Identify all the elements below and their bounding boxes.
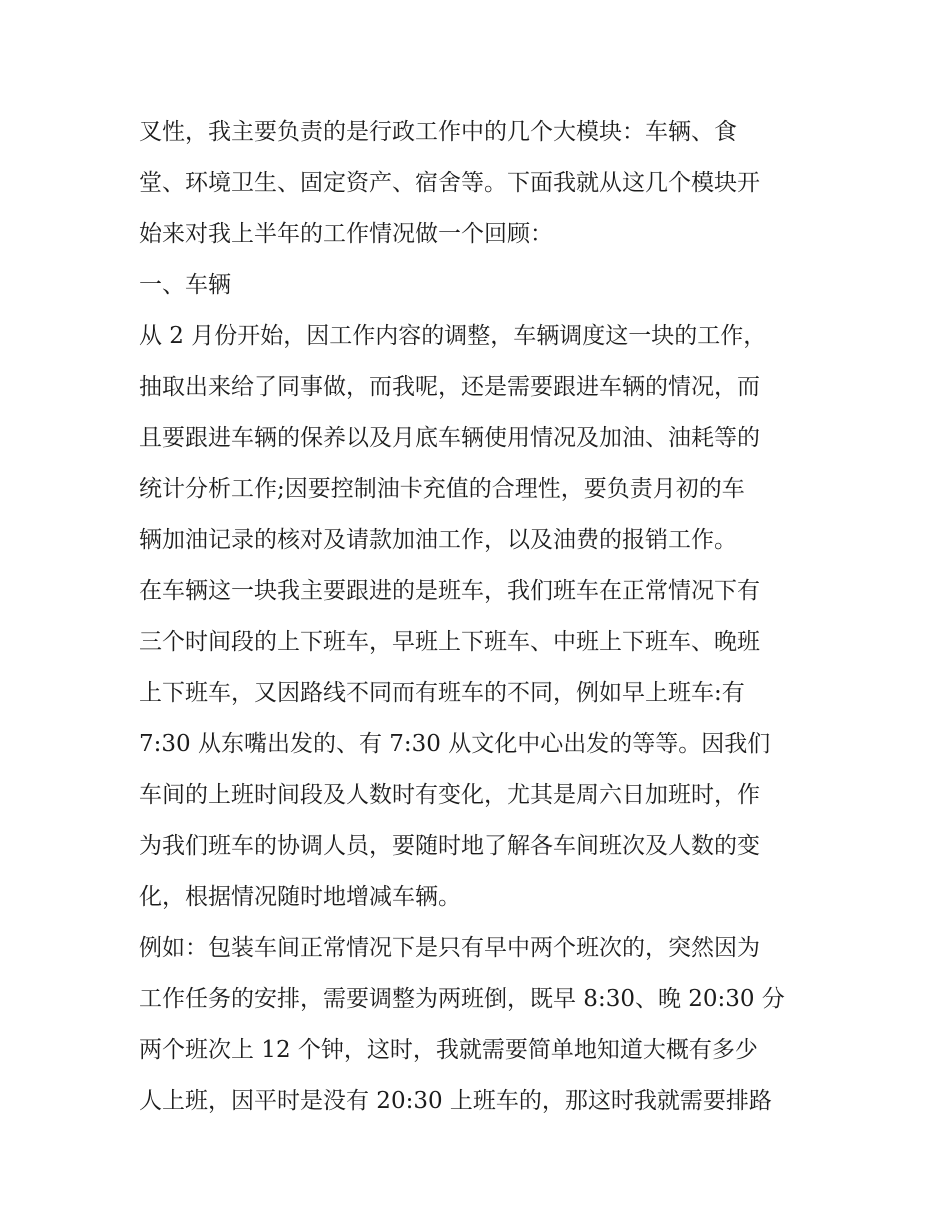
text-line: 三个时间段的上下班车，早班上下班车、中班上下班车、晚班: [139, 629, 760, 655]
text-line: 在车辆这一块我主要跟进的是班车，我们班车在正常情况下有: [139, 578, 760, 604]
text-line: 工作任务的安排，需要调整为两班倒，既早 8:30、晚 20:30 分: [139, 986, 785, 1012]
text-line: 7:30 从东嘴出发的、有 7:30 从文化中心出发的等等。因我们: [139, 731, 771, 757]
text-line: 上下班车，又因路线不同而有班车的不同，例如早上班车:有: [139, 680, 745, 706]
text-line: 例如：包装车间正常情况下是只有早中两个班次的，突然因为: [139, 935, 760, 961]
text-line: 从 2 月份开始，因工作内容的调整，车辆调度这一块的工作，: [139, 323, 767, 349]
section-heading: 一、车辆: [139, 272, 231, 298]
text-line: 两个班次上 12 个钟，这时，我就需要简单地知道大概有多少: [139, 1037, 758, 1063]
text-line: 辆加油记录的核对及请款加油工作，以及油费的报销工作。: [139, 527, 737, 553]
text-line: 叉性，我主要负责的是行政工作中的几个大模块：车辆、食: [139, 119, 737, 145]
text-line: 抽取出来给了同事做，而我呢，还是需要跟进车辆的情况，而: [139, 374, 760, 400]
text-line: 人上班，因平时是没有 20:30 上班车的，那这时我就需要排路: [139, 1088, 772, 1114]
document-body-text: [139, 107, 819, 1127]
text-line: 统计分析工作;因要控制油卡充值的合理性，要负责月初的车: [139, 476, 745, 502]
text-line: 堂、环境卫生、固定资产、宿舍等。下面我就从这几个模块开: [139, 170, 760, 196]
text-line: 化，根据情况随时地增减车辆。: [139, 884, 461, 910]
text-line: 始来对我上半年的工作情况做一个回顾：: [139, 221, 553, 247]
text-line: 且要跟进车辆的保养以及月底车辆使用情况及加油、油耗等的: [139, 425, 760, 451]
text-line: 为我们班车的协调人员，要随时地了解各车间班次及人数的变: [139, 833, 760, 859]
text-line: 车间的上班时间段及人数时有变化，尤其是周六日加班时，作: [139, 782, 760, 808]
